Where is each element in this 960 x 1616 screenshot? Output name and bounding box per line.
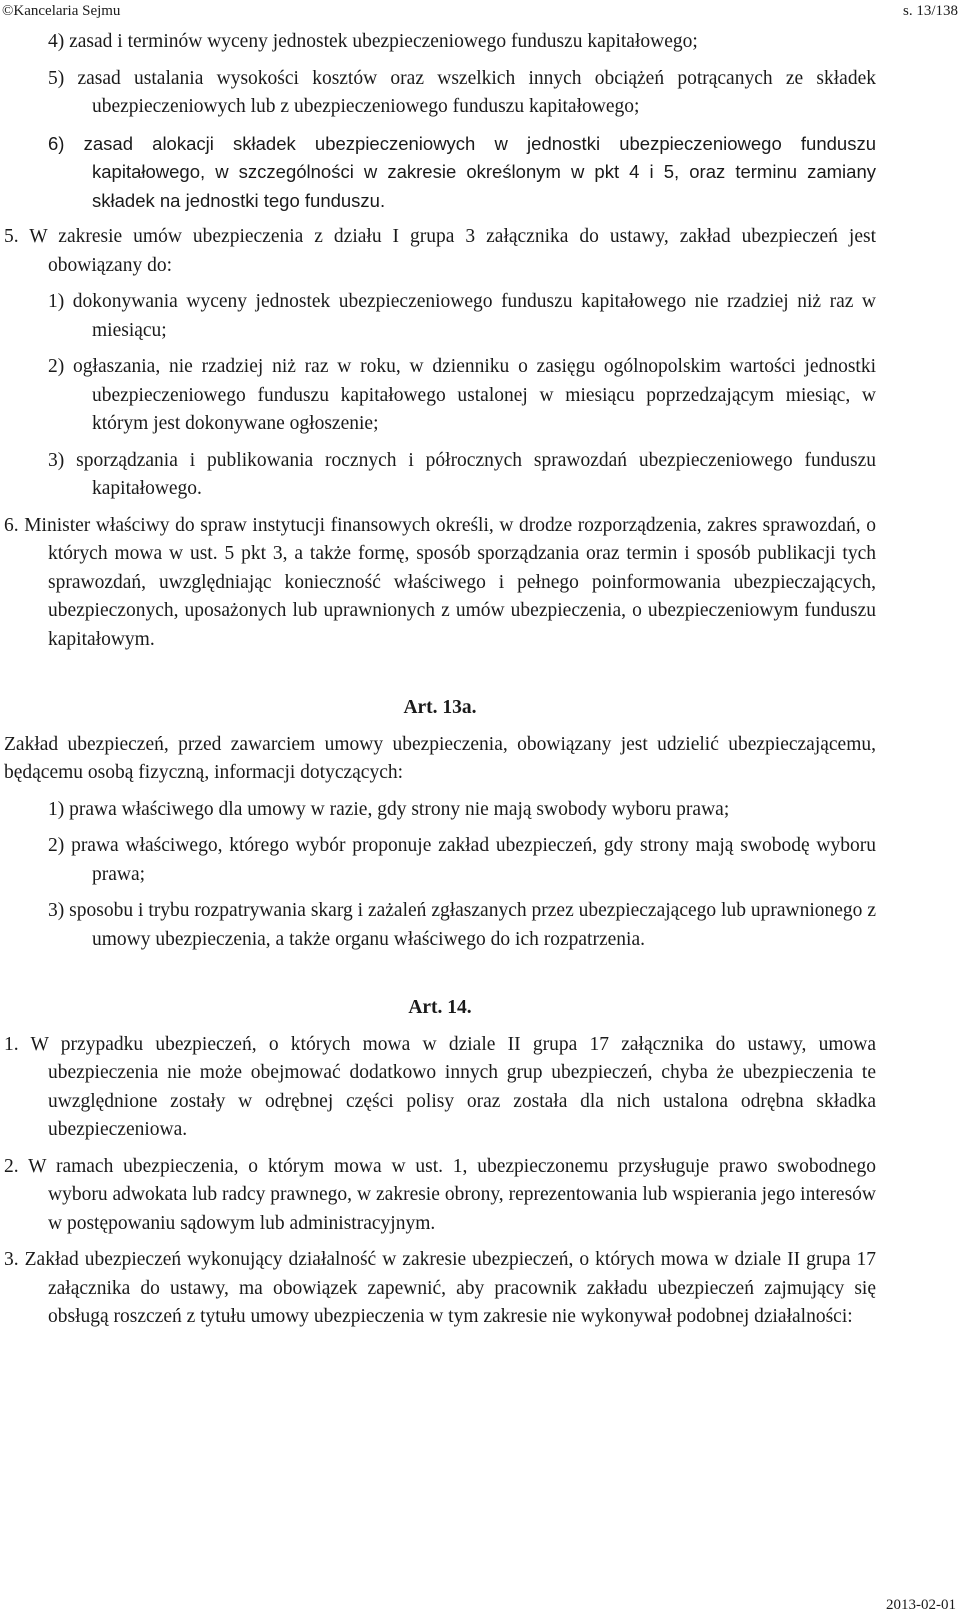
list-item: 5) zasad ustalania wysokości kosztów oraz wszelkich innych obciążeń potrącanych ze składek ubezpieczeniowych lub z ubezpieczeniowego funduszu kapitałowego;: [48, 67, 876, 117]
page-number: s. 13/138: [902, 3, 958, 19]
article-14-paragraph: 2. W ramach ubezpieczenia, o którym mowa w ust. 1, ubezpieczonemu przysługuje prawo swobodnego wyboru adwokata lub radcy prawnego, w zakresie obrony, reprezentowania lub wspierania jego interesów w postępowaniu sądowym lub administracyjnym.: [4, 1155, 876, 1234]
list-item: 1) dokonywania wyceny jednostek ubezpieczeniowego funduszu kapitałowego nie rzadziej niż raz w miesiącu;: [48, 291, 876, 341]
list-item: 2) ogłaszania, nie rzadziej niż raz w roku, w dzienniku o zasięgu ogólnopolskim wartości jednostki ubezpieczeniowego funduszu kapitałowego ustalonej w miesiącu poprzedzającym miesiąc, w którym jest dokonywane ogłoszenie;: [48, 356, 876, 434]
article-14-paragraph: 1. W przypadku ubezpieczeń, o których mowa w dziale II grupa 17 załącznika do ustawy, umowa ubezpieczenia nie może obejmować dodatkowo innych grup ubezpieczeń, chyba że ubezpieczenia te uwzględnione zostały w odrębnej części polisy oraz została dla nich ustalona odrębna składka ubezpieczeniowa.: [4, 1033, 876, 1140]
article-14-paragraph: 3. Zakład ubezpieczeń wykonujący działalność w zakresie ubezpieczeń, o których mowa w dziale II grupa 17 załącznika do ustawy, ma obowiązek zapewnić, aby pracownik zakładu ubezpieczeń zajmujący się obsługą roszczeń z tytułu umowy ubezpieczenia w tym zakresie nie wykonywał podobnej działalności:: [4, 1249, 876, 1327]
article-13a-intro: Zakład ubezpieczeń, przed zawarciem umowy ubezpieczenia, obowiązany jest udzielić ubezpieczającemu, będącemu osobą fizyczną, informacji dotyczących:: [4, 733, 876, 783]
list-item: 3) sporządzania i publikowania rocznych i półrocznych sprawozdań ubezpieczeniowego funduszu kapitałowego.: [48, 449, 876, 499]
article-14-title: Art. 14.: [408, 997, 472, 1018]
document-body: [4, 28, 876, 1332]
paragraph-5: 5. W zakresie umów ubezpieczenia z działu I grupa 3 załącznika do ustawy, zakład ubezpieczeń jest obowiązany do:: [4, 226, 876, 276]
article-13a-title: Art. 13a.: [403, 697, 477, 718]
list-item: 2) prawa właściwego, którego wybór proponuje zakład ubezpieczeń, gdy strony mają swobodę wyboru prawa;: [48, 835, 876, 885]
list-item: 4) zasad i terminów wyceny jednostek ubezpieczeniowego funduszu kapitałowego;: [48, 31, 698, 52]
publisher-label: ©Kancelaria Sejmu: [2, 3, 121, 19]
list-item: 1) prawa właściwego dla umowy w razie, gdy strony nie mają swobody wyboru prawa;: [48, 798, 730, 820]
paragraph-6: 6. Minister właściwy do spraw instytucji finansowych określi, w drodze rozporządzenia, zakres sprawozdań, o których mowa w ust. 5 pkt 3, a także formę, sposób sporządzania oraz termin i sposób publikacji tych sprawozdań, uwzględniając konieczność właściwego i pełnego poinformowania ubezpieczających, ubezpieczonych, uposażonych lub uprawnionych z umów ubezpieczenia, o ubezpieczeniowym funduszu kapitałowym.: [4, 514, 876, 650]
page-footer-date: 2013-02-01: [886, 1597, 956, 1613]
list-item: 3) sposobu i trybu rozpatrywania skarg i zażaleń zgłaszanych przez ubezpieczającego lub uprawnionego z umowy ubezpieczenia, a także organu właściwego do ich rozpatrzenia.: [48, 900, 876, 950]
list-item: 6) zasad alokacji składek ubezpieczeniowych w jednostki ubezpieczeniowego funduszu kapitałowego, w szczególności w zakresie określonym w pkt 4 i 5, oraz terminu zamiany składek na jednostki tego funduszu.: [48, 132, 876, 211]
page-header: [0, 0, 960, 22]
